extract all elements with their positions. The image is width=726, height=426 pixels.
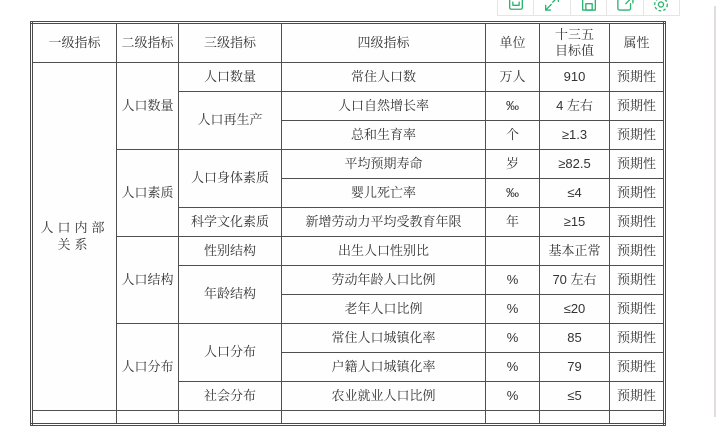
target-cell: 70 左右 — [540, 266, 610, 295]
target-cell: ≤5 — [540, 382, 610, 411]
unit-cell: % — [486, 295, 540, 324]
expand-arrows-button[interactable] — [533, 0, 569, 15]
indicator-cell: 劳动年龄人口比例 — [282, 266, 486, 295]
indicator-table — [30, 21, 666, 426]
level3-cell: 年龄结构 — [179, 266, 282, 324]
empty-cell — [179, 411, 282, 425]
expand-arrows-icon — [543, 0, 562, 14]
unit-cell: ‰ — [486, 92, 540, 121]
header-level1: 一级指标 — [32, 23, 117, 63]
unit-cell: ‰ — [486, 179, 540, 208]
unit-cell: 年 — [486, 208, 540, 237]
unit-cell: % — [486, 353, 540, 382]
unit-cell: % — [486, 382, 540, 411]
attribute-cell: 预期性 — [610, 63, 665, 92]
indicator-cell: 婴儿死亡率 — [282, 179, 486, 208]
toolbar — [497, 0, 680, 16]
header-row — [32, 23, 665, 63]
level3-cell: 人口再生产 — [179, 92, 282, 150]
unit-cell: % — [486, 324, 540, 353]
indicator-cell: 常住人口数 — [282, 63, 486, 92]
empty-cell — [486, 411, 540, 425]
indicator-cell: 平均预期寿命 — [282, 150, 486, 179]
indicator-cell: 农业就业人口比例 — [282, 382, 486, 411]
header-level2: 二级指标 — [117, 23, 179, 63]
share-box-icon — [615, 0, 634, 14]
indicator-cell: 新增劳动力平均受教育年限 — [282, 208, 486, 237]
indicator-cell: 户籍人口城镇化率 — [282, 353, 486, 382]
target-cell: ≥15 — [540, 208, 610, 237]
level2-cell: 人口分布 — [117, 324, 179, 411]
attribute-cell: 预期性 — [610, 150, 665, 179]
attribute-cell: 预期性 — [610, 208, 665, 237]
level3-cell: 科学文化素质 — [179, 208, 282, 237]
level2-cell: 人口素质 — [117, 150, 179, 237]
table-row — [32, 324, 665, 353]
download-tray-icon — [506, 0, 525, 14]
empty-cell — [117, 411, 179, 425]
level3-cell: 社会分布 — [179, 382, 282, 411]
header-target-line1: 十三五 — [554, 26, 594, 42]
header-level3: 三级指标 — [179, 23, 282, 63]
attribute-cell: 预期性 — [610, 266, 665, 295]
save-button[interactable] — [570, 0, 606, 15]
header-level4: 四级指标 — [282, 23, 486, 63]
level2-cell: 人口结构 — [117, 237, 179, 324]
empty-cell — [540, 411, 610, 425]
attribute-cell: 预期性 — [610, 179, 665, 208]
empty-cell — [32, 411, 117, 425]
attribute-cell: 预期性 — [610, 353, 665, 382]
share-box-button[interactable] — [606, 0, 642, 15]
target-cell: ≥1.3 — [540, 121, 610, 150]
indicator-cell: 出生人口性别比 — [282, 237, 486, 266]
target-cell: 4 左右 — [540, 92, 610, 121]
target-cell: 85 — [540, 324, 610, 353]
header-attribute: 属性 — [610, 23, 665, 63]
level1-cell: 人口内部关系 — [32, 63, 117, 411]
level2-cell: 人口数量 — [117, 63, 179, 150]
indicator-cell: 人口自然增长率 — [282, 92, 486, 121]
settings-gear-icon — [652, 0, 671, 14]
table-row — [32, 63, 665, 92]
unit-cell — [486, 237, 540, 266]
target-cell: 79 — [540, 353, 610, 382]
attribute-cell: 预期性 — [610, 324, 665, 353]
indicator-cell: 总和生育率 — [282, 121, 486, 150]
table-row — [32, 237, 665, 266]
header-unit: 单位 — [486, 23, 540, 63]
unit-cell: 万人 — [486, 63, 540, 92]
target-cell: 910 — [540, 63, 610, 92]
level3-cell: 人口数量 — [179, 63, 282, 92]
target-cell: 基本正常 — [540, 237, 610, 266]
save-icon — [579, 0, 598, 14]
target-cell: ≤20 — [540, 295, 610, 324]
unit-cell: % — [486, 266, 540, 295]
table-row-cutoff — [32, 411, 665, 425]
attribute-cell: 预期性 — [610, 382, 665, 411]
target-cell: ≥82.5 — [540, 150, 610, 179]
unit-cell: 岁 — [486, 150, 540, 179]
unit-cell: 个 — [486, 121, 540, 150]
indicator-cell: 常住人口城镇化率 — [282, 324, 486, 353]
attribute-cell: 预期性 — [610, 295, 665, 324]
table-row — [32, 150, 665, 179]
settings-button[interactable] — [643, 0, 680, 15]
attribute-cell: 预期性 — [610, 237, 665, 266]
level3-cell: 人口分布 — [179, 324, 282, 382]
header-target — [540, 23, 610, 63]
empty-cell — [610, 411, 665, 425]
indicator-cell: 老年人口比例 — [282, 295, 486, 324]
target-cell: ≤4 — [540, 179, 610, 208]
level3-cell: 人口身体素质 — [179, 150, 282, 208]
page-edge-divider — [714, 6, 716, 417]
level3-cell: 性别结构 — [179, 237, 282, 266]
header-target-line2: 目标值 — [554, 43, 594, 58]
attribute-cell: 预期性 — [610, 121, 665, 150]
attribute-cell: 预期性 — [610, 92, 665, 121]
download-tray-button[interactable] — [497, 0, 533, 15]
empty-cell — [282, 411, 486, 425]
